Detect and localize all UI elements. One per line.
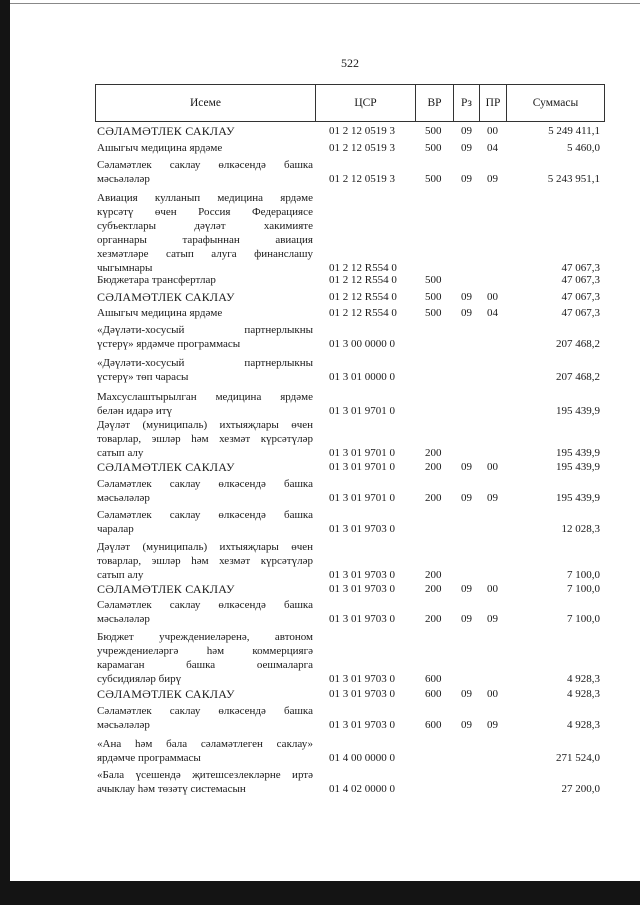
row-csr: 01 3 01 9703 0 [329,688,395,700]
row-name-line: учреждениеләргә һәм коммерциягә [97,645,313,657]
row-vr: 600 [425,688,442,700]
row-vr: 200 [425,492,442,504]
row-pr: 00 [487,688,498,700]
row-csr: 01 3 01 9701 0 [329,405,395,417]
row-sum: 5 460,0 [567,142,600,154]
table-row [95,191,605,275]
row-csr: 01 4 00 0000 0 [329,752,395,764]
row-name-line: ярдәмче программасы [97,752,201,764]
row-csr: 01 2 12 R554 0 [329,307,397,319]
row-rz: 09 [461,492,472,504]
scan-edge-top [10,3,640,4]
row-pr: 09 [487,613,498,625]
row-name-line: Ашыгыч медицина ярдәме [97,307,223,319]
row-pr: 09 [487,173,498,185]
header-csr: ЦСР [315,84,416,122]
row-pr: 04 [487,307,498,319]
row-rz: 09 [461,461,472,473]
row-sum: 4 928,3 [567,688,600,700]
row-sum: 5 249 411,1 [548,125,600,137]
row-vr: 500 [425,142,442,154]
row-csr: 01 3 01 9703 0 [329,523,395,535]
row-rz: 09 [461,613,472,625]
row-name-line: күрсәтү өчен Россия Федерациясе [97,206,313,218]
row-name-line: товарлар, эшләр һәм хезмәт күрсәтүләр [97,433,313,445]
row-sum: 4 928,3 [567,719,600,731]
header-sum: Суммасы [506,84,605,122]
row-sum: 7 100,0 [567,569,600,581]
row-name-line: «Дәүләти-хосусый партнерлыкны [97,324,313,336]
row-sum: 7 100,0 [567,583,600,595]
row-csr: 01 3 01 9703 0 [329,613,395,625]
row-csr: 01 4 02 0000 0 [329,783,395,795]
row-rz: 09 [461,583,472,595]
row-vr: 500 [425,173,442,185]
row-name-line: чыгымнары [97,262,153,274]
table-row [95,508,605,536]
row-sum: 5 243 951,1 [547,173,600,185]
header-rz: Рз [453,84,480,122]
row-name-line: Дәүләт (муниципаль) ихтыяҗлары өчен [97,541,313,553]
row-name-line: мәсьәләләр [97,492,150,504]
row-name [97,477,313,505]
scan-edge-bottom [0,881,640,905]
row-sum: 207 468,2 [556,371,600,383]
row-csr: 01 3 01 9703 0 [329,569,395,581]
row-name [97,323,313,351]
row-sum: 7 100,0 [567,613,600,625]
row-name-line: Сәламәтлек саклау өлкәсендә башка [97,159,313,171]
row-name [97,390,313,418]
row-name [97,598,313,626]
row-rz: 09 [461,291,472,303]
row-vr: 600 [425,719,442,731]
row-name [97,630,313,686]
table-row [95,540,605,582]
row-name [97,737,313,765]
row-name [97,141,313,155]
row-csr: 01 2 12 0519 3 [329,173,395,185]
row-csr: 01 2 12 0519 3 [329,142,395,154]
row-sum: 207 468,2 [556,338,600,350]
row-csr: 01 3 00 0000 0 [329,338,395,350]
row-name-line: үстерү» төп чарасы [97,371,189,383]
row-name [97,124,313,138]
row-sum: 4 928,3 [567,673,600,685]
row-name-line: субъектлары дәүләт хакимияте [97,220,313,232]
table-row [95,158,605,186]
row-name-line: карамаган башка оешмаларга [97,659,313,671]
row-sum: 195 439,9 [556,447,600,459]
row-name-line: СӘЛАМӘТЛЕК САКЛАУ [97,290,235,304]
table-row [95,418,605,460]
row-name-line: Бюджетара трансфертлар [97,274,216,286]
row-name-line: ачыклау һәм төзәтү системасын [97,783,246,795]
row-vr: 200 [425,613,442,625]
row-rz: 09 [461,173,472,185]
row-name [97,273,313,287]
row-sum: 47 067,3 [561,262,600,274]
row-name [97,704,313,732]
table-row [95,582,605,596]
row-name [97,356,313,384]
row-name-line: мәсьәләләр [97,719,150,731]
row-name-line: Авиация кулланып медицина ярдәме [97,192,313,204]
row-name-line: Сәламәтлек саклау өлкәсендә башка [97,509,313,521]
table-row [95,306,605,320]
row-name [97,540,313,582]
row-name-line: «Бала үсешендә җитешсезлекләрне иртә [97,769,313,781]
table-row [95,704,605,732]
row-name [97,768,313,796]
row-name-line: чаралар [97,523,134,535]
row-rz: 09 [461,125,472,137]
table-row [95,356,605,384]
row-rz: 09 [461,719,472,731]
row-rz: 09 [461,688,472,700]
row-pr: 04 [487,142,498,154]
row-pr: 00 [487,291,498,303]
row-name-line: Дәүләт (муниципаль) ихтыяҗлары өчен [97,419,313,431]
row-sum: 12 028,3 [561,523,600,535]
row-name-line: мәсьәләләр [97,613,150,625]
row-pr: 09 [487,492,498,504]
row-name [97,582,313,596]
row-pr: 00 [487,125,498,137]
row-name-line: СӘЛАМӘТЛЕК САКЛАУ [97,687,235,701]
row-name-line: сатып алу [97,447,144,459]
row-vr: 500 [425,125,442,137]
table-row [95,598,605,626]
row-name [97,191,313,275]
row-name-line: товарлар, эшләр һәм хезмәт күрсәтүләр [97,555,313,567]
row-pr: 00 [487,461,498,473]
row-csr: 01 2 12 R554 0 [329,262,397,274]
table-row [95,323,605,351]
row-csr: 01 3 01 9703 0 [329,673,395,685]
row-name-line: мәсьәләләр [97,173,150,185]
row-sum: 27 200,0 [561,783,600,795]
row-name-line: белән идарә итү [97,405,173,417]
row-name-line: СӘЛАМӘТЛЕК САКЛАУ [97,582,235,596]
row-name [97,508,313,536]
table-row [95,477,605,505]
row-pr: 00 [487,583,498,595]
row-name-line: СӘЛАМӘТЛЕК САКЛАУ [97,460,235,474]
row-csr: 01 3 01 9701 0 [329,447,395,459]
table-row [95,124,605,138]
row-name-line: СӘЛАМӘТЛЕК САКЛАУ [97,124,235,138]
row-sum: 195 439,9 [556,405,600,417]
row-csr: 01 2 12 R554 0 [329,291,397,303]
row-name-line: үстерү» ярдәмче программасы [97,338,241,350]
table-row [95,768,605,796]
row-vr: 200 [425,583,442,595]
row-sum: 271 524,0 [556,752,600,764]
row-name-line: Сәламәтлек саклау өлкәсендә башка [97,599,313,611]
row-sum: 47 067,3 [561,274,600,286]
row-vr: 200 [425,461,442,473]
row-name [97,290,313,304]
row-vr: 200 [425,569,442,581]
row-name [97,418,313,460]
row-csr: 01 3 01 9701 0 [329,492,395,504]
row-sum: 195 439,9 [556,492,600,504]
row-name-line: «Дәүләти-хосусый партнерлыкны [97,357,313,369]
header-vr: ВР [415,84,454,122]
row-name-line: органнары тарафыннан авиация [97,234,313,246]
row-name-line: Махсуслаштырылган медицина ярдәме [97,391,313,403]
table-row [95,687,605,701]
row-name-line: «Ана һәм бала сәламәтлеген саклау» [97,738,313,750]
table-row [95,737,605,765]
row-vr: 500 [425,291,442,303]
row-vr: 200 [425,447,442,459]
table-row [95,290,605,304]
row-sum: 195 439,9 [556,461,600,473]
page-number: 522 [341,56,359,70]
row-rz: 09 [461,307,472,319]
table-row [95,460,605,474]
table-row [95,390,605,418]
row-sum: 47 067,3 [561,291,600,303]
scan-edge-left [0,0,10,905]
header-pr: ПР [479,84,507,122]
table-row [95,273,605,287]
row-name [97,687,313,701]
row-name-line: субсидияләр бирү [97,673,182,685]
row-csr: 01 2 12 R554 0 [329,274,397,286]
header-name: Исеме [95,84,316,122]
row-name-line: Сәламәтлек саклау өлкәсендә башка [97,705,313,717]
row-csr: 01 3 01 9703 0 [329,583,395,595]
row-pr: 09 [487,719,498,731]
row-name [97,460,313,474]
row-vr: 500 [425,307,442,319]
row-name-line: Бюджет учреждениеләренә, автоном [97,631,313,643]
row-csr: 01 3 01 9701 0 [329,461,395,473]
row-csr: 01 2 12 0519 3 [329,125,395,137]
row-sum: 47 067,3 [561,307,600,319]
row-name-line: сатып алу [97,569,144,581]
row-name-line: Сәламәтлек саклау өлкәсендә башка [97,478,313,490]
row-vr: 600 [425,673,442,685]
row-name [97,158,313,186]
row-rz: 09 [461,142,472,154]
table-row [95,141,605,155]
row-vr: 500 [425,274,442,286]
row-name-line: Ашыгыч медицина ярдәме [97,142,223,154]
table-row [95,630,605,686]
row-csr: 01 3 01 0000 0 [329,371,395,383]
row-name-line: хезмәтләре сатып алугa финанслашу [97,248,313,260]
row-name [97,306,313,320]
row-csr: 01 3 01 9703 0 [329,719,395,731]
